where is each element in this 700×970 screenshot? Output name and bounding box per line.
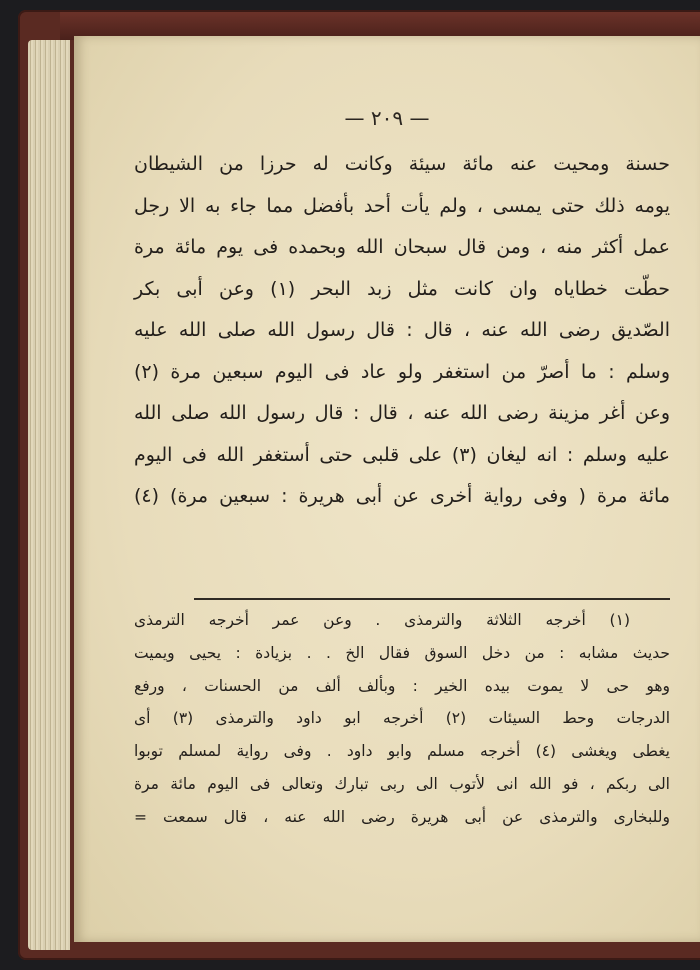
footnote-line: الدرجات وحط السيئات (٢) أخرجه ابو داود والترمذى (٣) أى	[134, 709, 670, 728]
footnotes	[134, 604, 670, 834]
text-line: عليه وسلم : انه ليغان (٣) على قلبى حتى أستغفر الله فى اليوم	[134, 443, 671, 466]
text-line: حسنة ومحيت عنه مائة سيئة وكانت له حرزا من الشيطان	[134, 153, 670, 175]
text-line: يومه ذلك حتى يمسى ، ولم يأت أحد بأفضل مما جاء به الا رجل	[134, 194, 670, 217]
text-line: عمل أكثر منه ، ومن قال سبحان الله وبحمده فى يوم مائة مرة	[134, 236, 670, 258]
footnote-divider	[194, 598, 670, 600]
page-number: — ٢٠٩ —	[344, 106, 430, 130]
footnote-line: (١) أخرجه الثلاثة والترمذى . وعن عمر أخرجه الترمذى	[134, 611, 630, 629]
text-line: مائة مرة ( وفى رواية أخرى عن أبى هريرة : سبعين مرة) (٤)	[134, 485, 670, 507]
footnote-line: وللبخارى والترمذى عن أبى هريرة رضى الله عنه ، قال سمعت =	[134, 807, 670, 826]
page-edges	[28, 40, 70, 950]
footnote-line: وهو حى لا يموت بيده الخير : وبألف ألف من الحسنات ، ورفع	[134, 676, 670, 695]
text-line: وسلم : ما أصرّ من استغفر ولو عاد فى اليوم سبعين مرة (٢)	[134, 360, 670, 383]
text-line: وعن أغر مزينة رضى الله عنه ، قال : قال رسول الله صلى الله	[134, 402, 670, 424]
book-page	[74, 36, 700, 942]
text-line: الصّديق رضى الله عنه ، قال : قال رسول الله صلى الله عليه	[134, 319, 670, 341]
text-line: حطّت خطاياه وان كانت مثل زبد البحر (١) وعن أبى بكر	[134, 277, 670, 300]
footnote-line: يغطى ويغشى (٤) أخرجه مسلم وابو داود . وفى رواية لمسلم توبوا	[134, 742, 670, 761]
footnote-line: حديث مشابه : من دخل السوق فقال الخ . . بزيادة : يحيى ويميت	[134, 643, 670, 662]
footnote-line: الى ربكم ، فو الله انى لأتوب الى ربى تبارك وتعالى فى اليوم مائة مرة	[134, 774, 670, 793]
main-text	[134, 144, 670, 518]
